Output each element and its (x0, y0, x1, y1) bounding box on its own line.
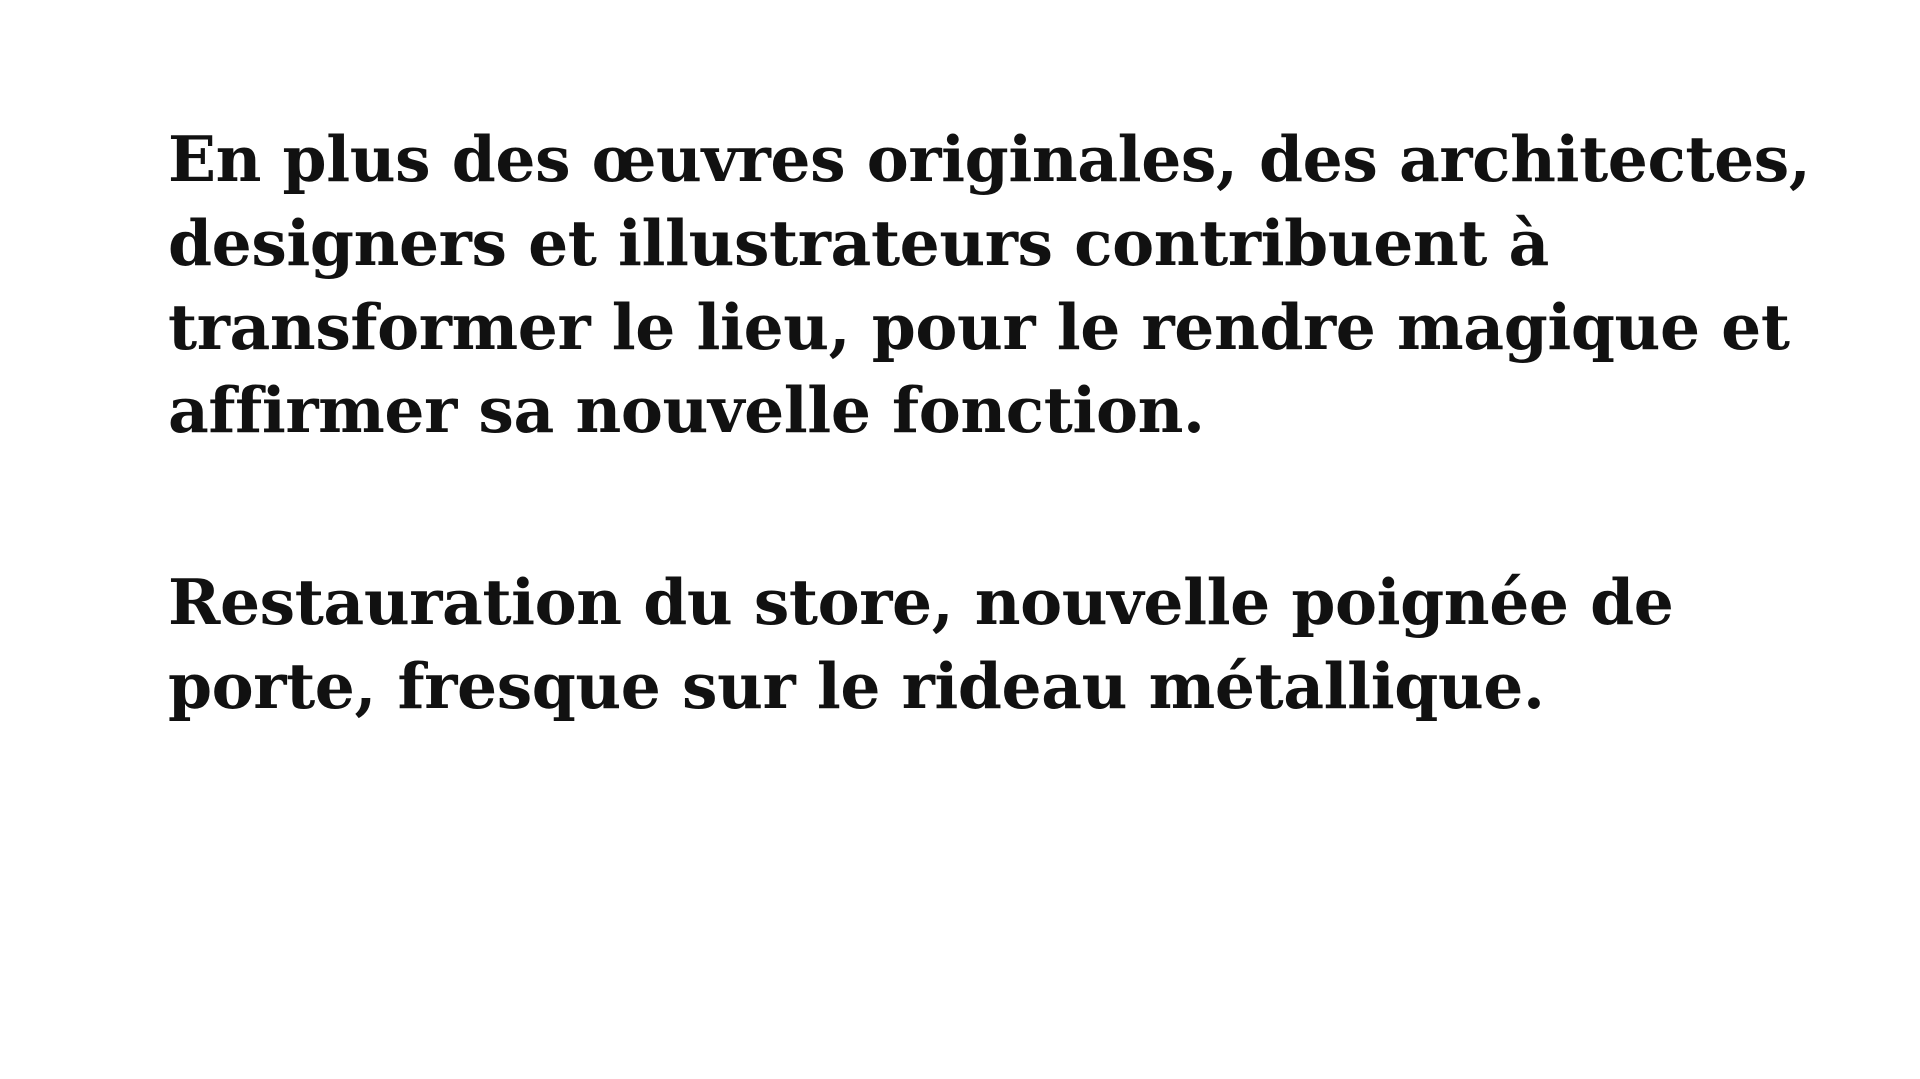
paragraph-intro: En plus des œuvres originales, des architectes, designers et illustrateurs contribuent à transformer le lieu, pour le rendre magique et affirmer sa nouvelle fonction. (168, 122, 1811, 448)
paragraph-details: Restauration du store, nouvelle poignée de porte, fresque sur le rideau métallique. (168, 565, 1674, 723)
text-block (168, 118, 1848, 729)
